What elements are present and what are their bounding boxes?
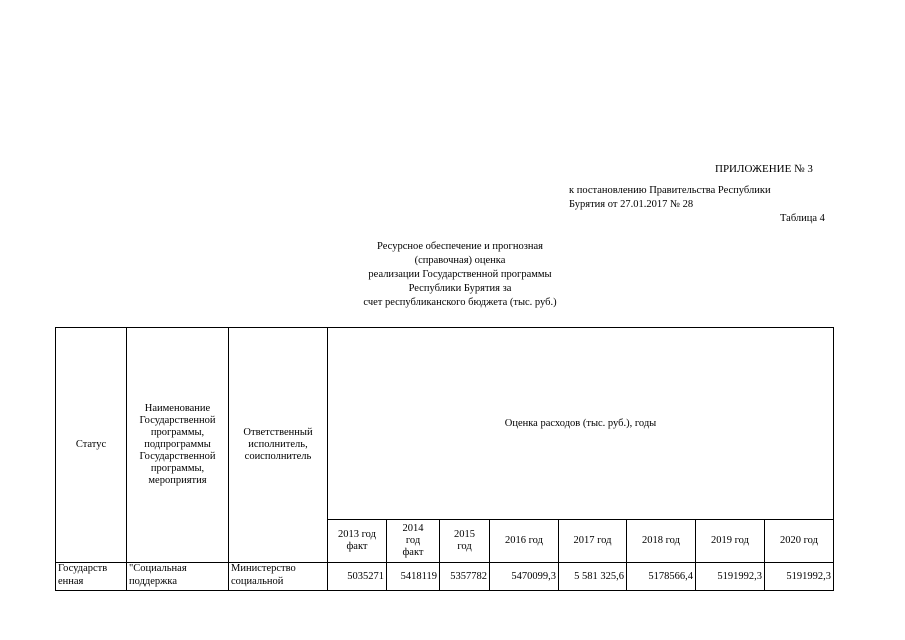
header-responsible-line: исполнитель, (248, 439, 308, 450)
header-year-2016: 2016 год (490, 520, 559, 563)
year-line: 2013 год (338, 529, 376, 540)
decree-reference-line1: к постановлению Правительства Республики (569, 185, 771, 196)
resource-table (55, 327, 834, 591)
header-name-line: Государственной (139, 451, 216, 462)
value-2019: 5191992,3 (696, 563, 765, 591)
cell-line: "Социальная (129, 563, 187, 574)
appendix-label: ПРИЛОЖЕНИЕ № 3 (715, 163, 813, 175)
document-title (320, 240, 600, 310)
header-name-line: Государственной (139, 415, 216, 426)
year-line: год (405, 535, 421, 546)
table-header-row (56, 328, 834, 520)
value-2016: 5470099,3 (490, 563, 559, 591)
row-name (127, 563, 229, 591)
year-line: факт (346, 541, 368, 552)
value-2015: 5357782 (440, 563, 490, 591)
cell-line: Министерство (231, 563, 296, 574)
cell-line: Государств (58, 563, 108, 574)
value-2020: 5191992,3 (765, 563, 834, 591)
table-row (56, 563, 834, 591)
title-line: Ресурсное обеспечение и прогнозная (377, 241, 543, 252)
year-line: год (457, 541, 472, 552)
cell-line: социальной (231, 575, 284, 587)
title-line: (справочная) оценка (414, 255, 506, 266)
row-status (56, 563, 127, 591)
header-responsible (229, 328, 328, 563)
decree-reference-line2: Бурятия от 27.01.2017 № 28 (569, 199, 694, 210)
value-2017: 5 581 325,6 (559, 563, 627, 591)
header-status: Статус (56, 328, 127, 563)
value-2018: 5178566,4 (627, 563, 696, 591)
title-line: счет республиканского бюджета (тыс. руб.) (363, 297, 557, 308)
value-2014: 5418119 (387, 563, 440, 591)
cell-line: поддержка (129, 575, 178, 587)
header-responsible-line: Ответственный (243, 427, 313, 438)
header-name (127, 328, 229, 563)
year-line: 2015 (454, 529, 475, 540)
header-year-2014 (387, 520, 440, 563)
header-name-line: программы, (150, 427, 205, 438)
header-year-2018: 2018 год (627, 520, 696, 563)
header-year-2013 (328, 520, 387, 563)
row-responsible (229, 563, 328, 591)
header-name-line: программы, (150, 463, 205, 474)
year-line: 2014 (402, 523, 424, 534)
value-2013: 5035271 (328, 563, 387, 591)
header-year-2020: 2020 год (765, 520, 834, 563)
title-line: реализации Государственной программы (368, 269, 552, 280)
header-year-2017: 2017 год (559, 520, 627, 563)
title-line: Республики Бурятия за (408, 283, 512, 294)
header-year-2015 (440, 520, 490, 563)
cell-line: енная (58, 575, 84, 587)
header-responsible-line: соисполнитель (244, 451, 312, 462)
table-number: Таблица 4 (780, 213, 825, 224)
header-name-line: Наименование (144, 403, 211, 414)
header-name-line: подпрограммы (144, 439, 211, 450)
year-line: факт (402, 547, 424, 558)
header-expenses: Оценка расходов (тыс. руб.), годы (328, 328, 834, 520)
header-year-2019: 2019 год (696, 520, 765, 563)
header-name-line: мероприятия (148, 475, 207, 486)
